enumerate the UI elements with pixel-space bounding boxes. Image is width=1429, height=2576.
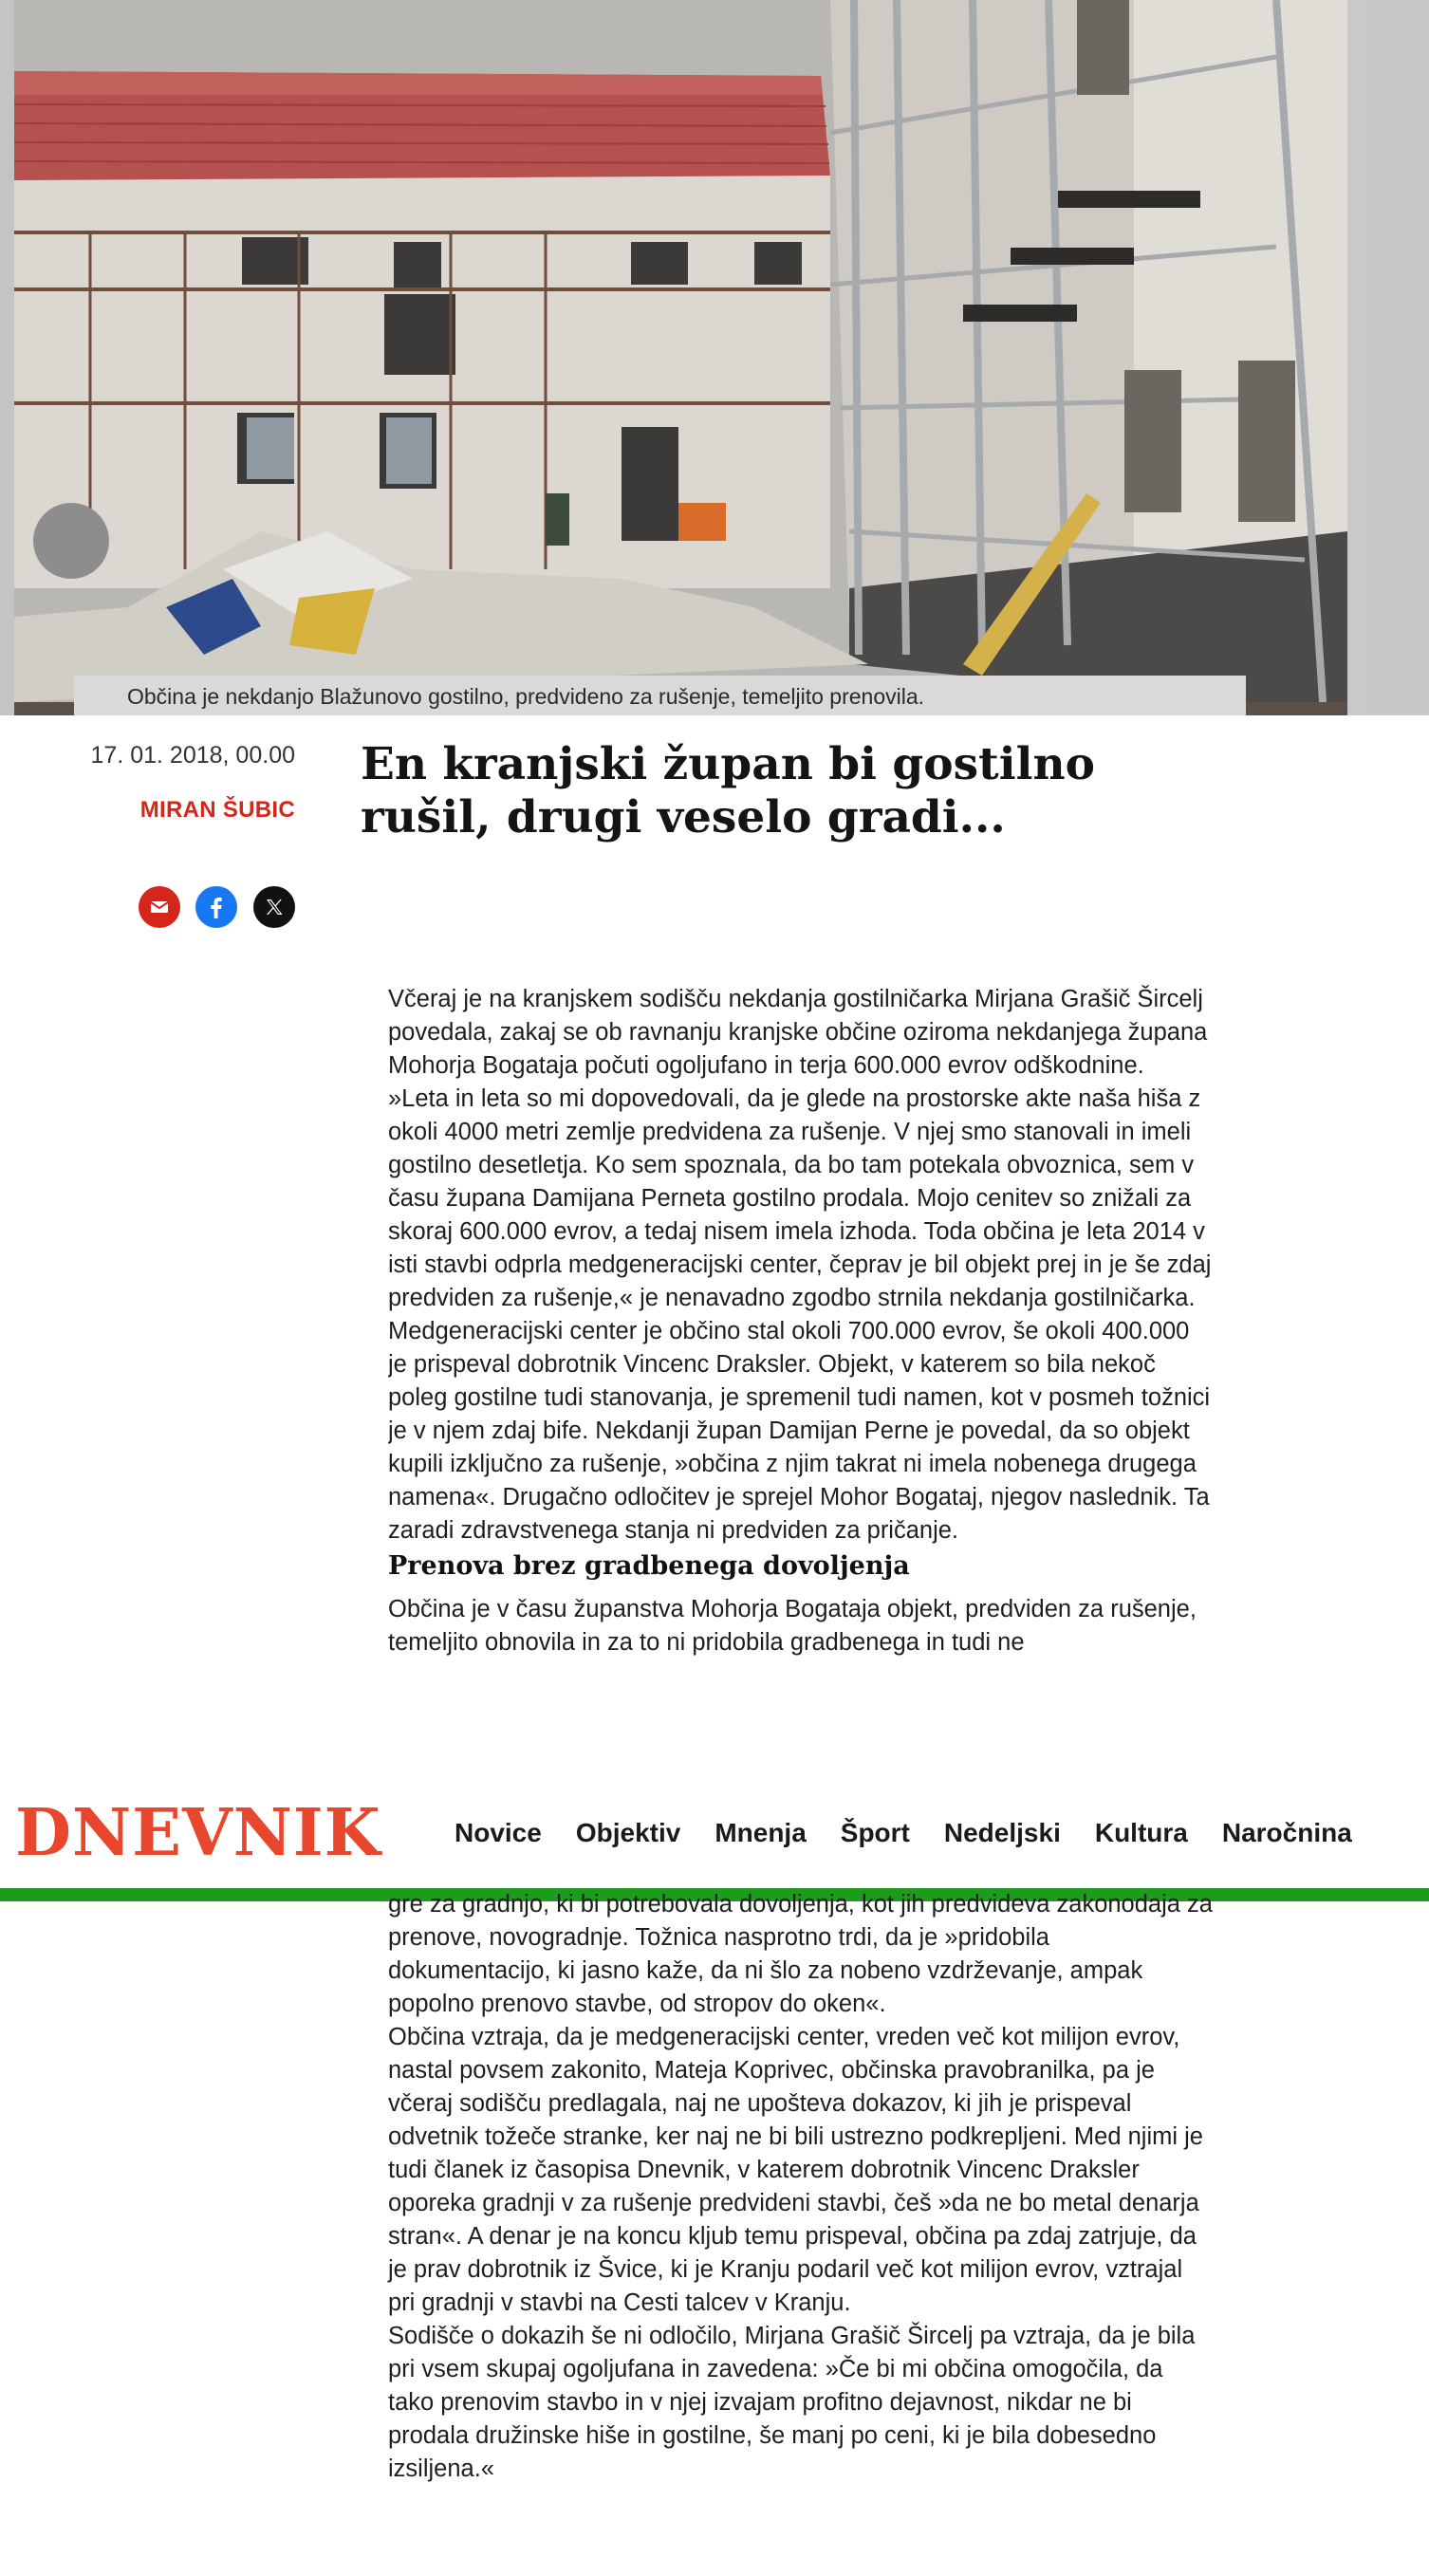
paragraph: Sodišče o dokazih še ni odločilo, Mirjana Grašič Šircelj pa vztraja, da je bila pri vsem skupaj ogoljufana in zavedena: »Če bi mi občina omogočila, da tako prenovim stavbo in v njej izvajam profitno dejavnost, nikdar ne bi prodala družinske hiše in gostilne, še manj po ceni, ki je bila dobesedno izsiljena.«: [388, 2323, 1196, 2482]
article-body-bottom: [388, 1888, 1214, 2486]
article-body-top: [388, 983, 1214, 1780]
author-name[interactable]: MIRAN ŠUBIC: [139, 797, 295, 823]
nav-item-nedeljski[interactable]: Nedeljski: [943, 1818, 1061, 1847]
share-email-button[interactable]: [139, 886, 180, 928]
nav-item-objektiv[interactable]: Objektiv: [575, 1818, 681, 1847]
share-facebook-button[interactable]: [195, 886, 237, 928]
paragraph: gre za gradnjo, ki bi potrebovala dovoljenja, kot jih predvideva zakonodaja za prenove, novogradnje. Tožnica nasprotno trdi, da je »pridobila dokumentacijo, ki jasno kaže, da ni šlo za nobeno vzdrževanje, ampak popolno prenovo stavbe, od stropov do oken«.: [388, 1891, 1213, 2017]
share-x-button[interactable]: [253, 886, 295, 928]
nav-item-novice[interactable]: Novice: [455, 1818, 542, 1847]
mail-icon: [149, 897, 170, 917]
publish-date: 17. 01. 2018, 00.00: [90, 742, 295, 769]
paragraph: Občina vztraja, da je medgeneracijski center, vreden več kot milijon evrov, nastal povsem zakonito, Mateja Koprivec, občinska pravobranilka, pa je včeraj sodišču predlagala, naj ne upošteva dokazov, ki jih je prispeval odvetnik tožeče stranke, ker naj ne bi bili ustrezno podkrepljeni. Med njimi je tudi članek iz časopisa Dnevnik, v katerem dobrotnik Vincenc Draksler oporeka gradnji v za rušenje predvideni stavbi, češ »da ne bo metal denarja stran«. A denar je na koncu kljub temu prispeval, občina pa zdaj zatrjuje, da je prav dobrotnik iz Švice, ki je Kranju podaril več kot milijon evrov, vztrajal pri gradnji v stavbi na Cesti talcev v Kranju.: [388, 2024, 1203, 2316]
hero-photo-construction-site: [14, 0, 1347, 715]
photo-caption-text: Občina je nekdanjo Blažunovo gostilno, predvideno za rušenje, temeljito prenovila.: [127, 684, 925, 709]
main-menu: [455, 1780, 1386, 1886]
paragraph: »Leta in leta so mi dopovedovali, da je glede na prostorske akte naša hiša z okoli 4000 metri zemlje predvidena za rušenje. V njej smo stanovali in imeli gostilno desetletja. Ko sem spoznala, da bo tam potekala obvoznica, sem v času župana Damijana Perneta gostilno prodala. Mojo cenitev so znižali za skoraj 600.000 evrov, a tedaj nisem imela izhoda. Toda občina je leta 2014 v isti stavbi odprla medgeneracijski center, čeprav je bil objekt prej in je še zdaj predviden za rušenje,« je nenavadno zgodbo strnila nekdanja gostilničarka.: [388, 1085, 1212, 1311]
paragraph: Včeraj je na kranjskem sodišču nekdanja gostilničarka Mirjana Grašič Šircelj povedala, zakaj se ob ravnanju kranjske občine oziroma nekdanjega župana Mohorja Bogataja počuti ogoljufano in terja 600.000 evrov odškodnine.: [388, 986, 1208, 1079]
article-headline: En kranjski župan bi gostilno rušil, drugi veselo gradi...: [361, 738, 1095, 843]
site-navigation-bar: [0, 1780, 1429, 1888]
photo-caption: [74, 676, 1246, 715]
nav-item-mnenja[interactable]: Mnenja: [714, 1818, 807, 1847]
nav-item-kultura[interactable]: Kultura: [1094, 1818, 1188, 1847]
facebook-icon: [204, 895, 229, 919]
nav-item-narocnina[interactable]: Naročnina: [1221, 1818, 1352, 1847]
article-subheading: Prenova brez gradbenega dovoljenja: [388, 1551, 910, 1581]
x-icon: [264, 897, 285, 917]
paragraph: Občina je v času županstva Mohorja Bogataja objekt, predviden za rušenje, temeljito obnovila in za to ni pridobila gradbenega in tudi ne: [388, 1596, 1197, 1656]
dnevnik-logo[interactable]: DNEVNIK: [15, 1795, 381, 1871]
nav-item-sport[interactable]: Šport: [840, 1818, 910, 1847]
paragraph: Medgeneracijski center je občino stal okoli 700.000 evrov, še okoli 400.000 je prispeval dobrotnik Vincenc Draksler. Objekt, v katerem so bila nekoč poleg gostilne tudi stanovanja, je spremenil tudi namen, kot v posmeh tožnici je v njem zdaj bife. Nekdanji župan Damijan Perne je povedal, da so objekt kupili izključno za rušenje, »občina z njim takrat ni imela nobenega drugega namena«. Drugačno odločitev je sprejel Mohor Bogataj, njegov naslednik. Ta zaradi zdravstvenega stanja ni predviden za pričanje.: [388, 1318, 1211, 1544]
